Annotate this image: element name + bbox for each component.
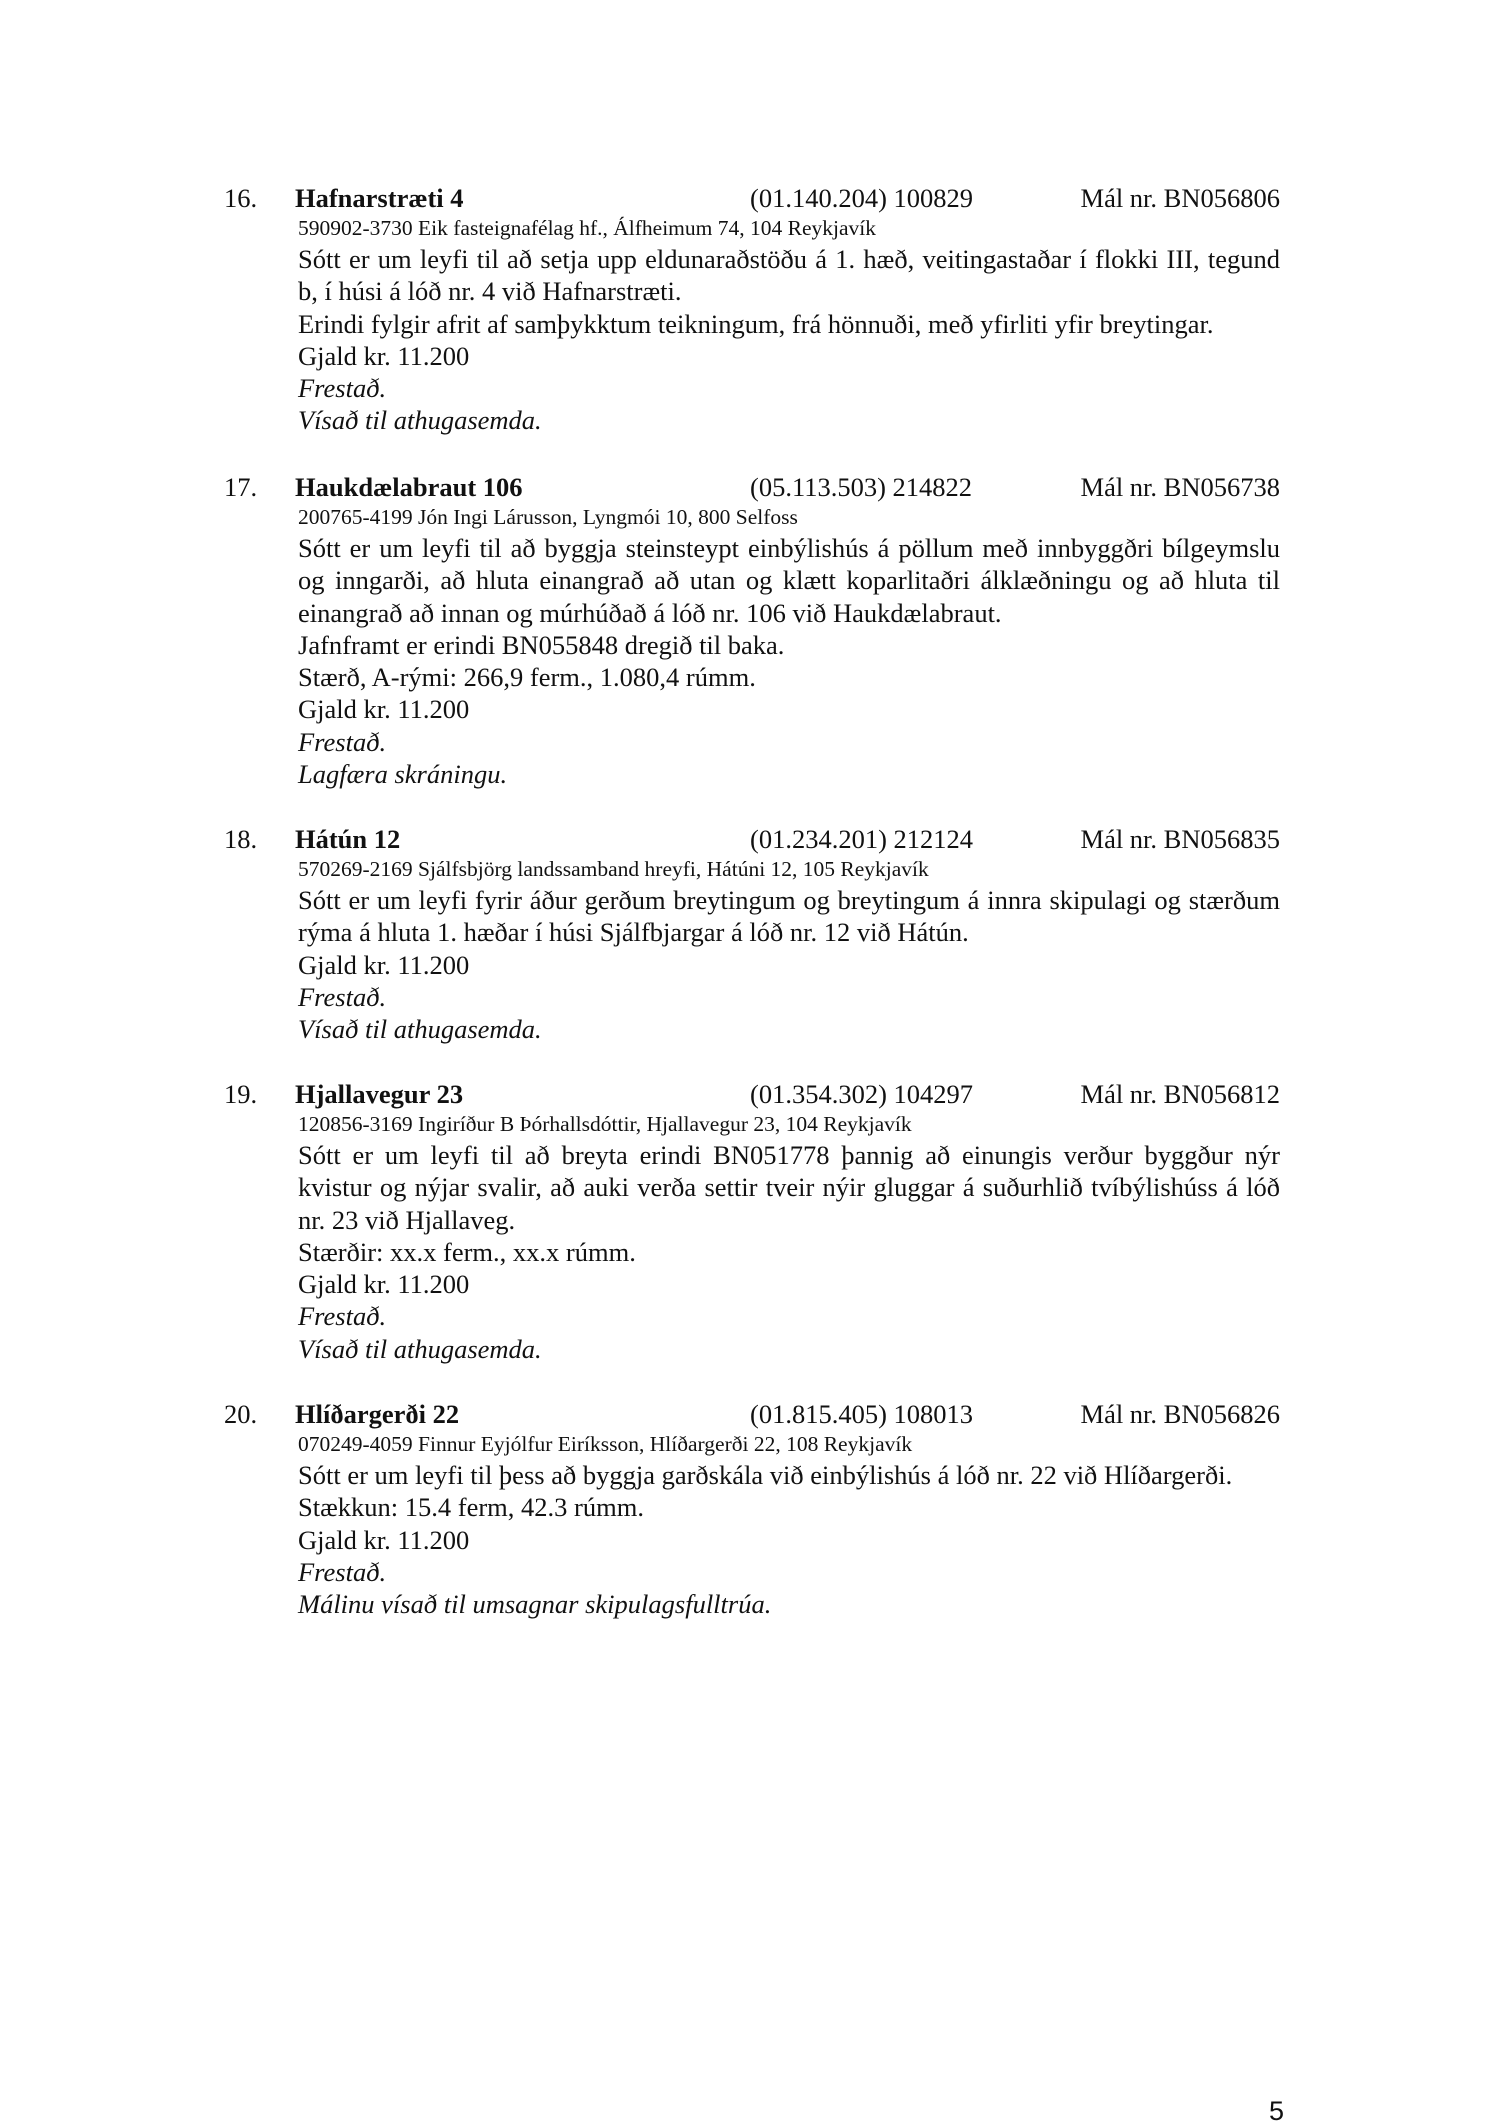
entry-size: Stærðir: xx.x ferm., xx.x rúmm. <box>298 1236 636 1267</box>
case-entry-18 <box>224 822 1280 1045</box>
entry-fee: Gjald kr. 11.200 <box>298 694 470 725</box>
case-entry-20 <box>224 1397 1280 1620</box>
entry-description: Sótt er um leyfi til að breyta erindi BN051778 þannig að einungis verður byggður nýr kvistur og nýjar svalir, að auki verða settir tveir nýir gluggar á suðurhlið tvíbýlishúss á lóð nr. 23 við Hjallaveg. <box>298 1140 1280 1235</box>
entry-property-ids: (01.234.201) 212124 <box>750 824 974 854</box>
entry-decision: Frestað. <box>298 726 387 757</box>
entry-header <box>224 822 1280 856</box>
entry-body <box>298 856 1280 1045</box>
entry-case-number: Mál nr. BN056806 <box>1080 183 1280 213</box>
entry-header <box>224 1397 1280 1431</box>
entry-address: Hafnarstræti 4 <box>295 183 464 213</box>
entry-number: 20. <box>224 1399 258 1429</box>
entry-description: Sótt er um leyfi fyrir áður gerðum breytingum og breytingum á innra skipulagi og stærðum rýma á hluta 1. hæðar í húsi Sjálfbjargar á lóð nr. 12 við Hátún. <box>298 885 1280 948</box>
entry-header <box>224 470 1280 504</box>
entry-applicant: 070249-4059 Finnur Eyjólfur Eiríksson, Hlíðargerði 22, 108 Reykjavík <box>298 1432 913 1456</box>
entry-decision-note: Vísað til athugasemda. <box>298 1014 542 1045</box>
entry-description: Sótt er um leyfi til þess að byggja garðskála við einbýlishús á lóð nr. 22 við Hlíðargerði. <box>298 1460 1233 1490</box>
entry-property-ids: (01.140.204) 100829 <box>750 183 974 213</box>
entry-address: Haukdælabraut 106 <box>295 472 523 502</box>
entry-number: 19. <box>224 1079 258 1109</box>
entry-address: Hátún 12 <box>295 824 401 854</box>
entry-case-number: Mál nr. BN056738 <box>1080 472 1280 502</box>
page-number: 5 <box>1268 2096 1284 2126</box>
entry-decision: Frestað. <box>298 373 387 404</box>
case-entry-17 <box>224 470 1280 790</box>
entry-number: 16. <box>224 183 258 213</box>
entry-header <box>224 1077 1280 1111</box>
entry-decision: Frestað. <box>298 1556 387 1587</box>
entry-decision-note: Málinu vísað til umsagnar skipulagsfulltrúa. <box>298 1589 772 1620</box>
case-entry-16 <box>224 181 1280 437</box>
entry-applicant: 570269-2169 Sjálfsbjörg landssamband hreyfi, Hátúni 12, 105 Reykjavík <box>298 857 929 881</box>
entry-property-ids: (01.354.302) 104297 <box>750 1079 974 1109</box>
entry-address: Hlíðargerði 22 <box>295 1399 460 1429</box>
entry-applicant: 120856-3169 Ingiríður B Þórhallsdóttir, Hjallavegur 23, 104 Reykjavík <box>298 1112 912 1136</box>
entry-header <box>224 181 1280 215</box>
entry-decision-note: Vísað til athugasemda. <box>298 405 542 436</box>
entry-address: Hjallavegur 23 <box>295 1079 464 1109</box>
entry-property-ids: (01.815.405) 108013 <box>750 1399 974 1429</box>
entry-decision: Frestað. <box>298 1301 387 1332</box>
entry-case-number: Mál nr. BN056835 <box>1080 824 1280 854</box>
entry-decision-note: Lagfæra skráningu. <box>298 759 508 790</box>
entry-number: 18. <box>224 824 258 854</box>
entry-note: Erindi fylgir afrit af samþykktum teikningum, frá hönnuði, með yfirliti yfir breytingar. <box>298 308 1214 339</box>
entry-fee: Gjald kr. 11.200 <box>298 1269 470 1300</box>
entry-decision: Frestað. <box>298 981 387 1012</box>
entry-fee: Gjald kr. 11.200 <box>298 1524 470 1555</box>
entry-decision-note: Vísað til athugasemda. <box>298 1333 542 1364</box>
entry-size: Stærð, A-rými: 266,9 ferm., 1.080,4 rúmm. <box>298 662 756 693</box>
case-entry-19 <box>224 1077 1280 1365</box>
entry-description: Sótt er um leyfi til að setja upp eldunaraðstöðu á 1. hæð, veitingastaðar í flokki III, tegund b, í húsi á lóð nr. 4 við Hafnarstræti. <box>298 244 1280 307</box>
entry-size: Stækkun: 15.4 ferm, 42.3 rúmm. <box>298 1492 644 1523</box>
entry-property-ids: (05.113.503) 214822 <box>750 472 973 502</box>
entry-body <box>298 215 1280 437</box>
entry-description: Sótt er um leyfi til að byggja steinsteypt einbýlishús á pöllum með innbyggðri bílgeymslu og inngarði, að hluta einangrað að utan og klætt koparlitaðri álklæðningu og að hluta til einangrað að innan og múrhúðað á lóð nr. 106 við Haukdælabraut. <box>298 533 1280 628</box>
entry-body <box>298 1111 1280 1365</box>
entry-case-number: Mál nr. BN056826 <box>1080 1399 1280 1429</box>
entry-number: 17. <box>224 472 258 502</box>
entry-applicant: 200765-4199 Jón Ingi Lárusson, Lyngmói 10, 800 Selfoss <box>298 505 798 529</box>
entry-fee: Gjald kr. 11.200 <box>298 340 470 371</box>
entry-body <box>298 504 1280 790</box>
entry-fee: Gjald kr. 11.200 <box>298 949 470 980</box>
entry-case-number: Mál nr. BN056812 <box>1080 1079 1280 1109</box>
entry-applicant: 590902-3730 Eik fasteignafélag hf., Álfheimum 74, 104 Reykjavík <box>298 216 876 240</box>
entry-note: Jafnframt er erindi BN055848 dregið til baka. <box>298 629 785 660</box>
entry-body <box>298 1431 1280 1620</box>
